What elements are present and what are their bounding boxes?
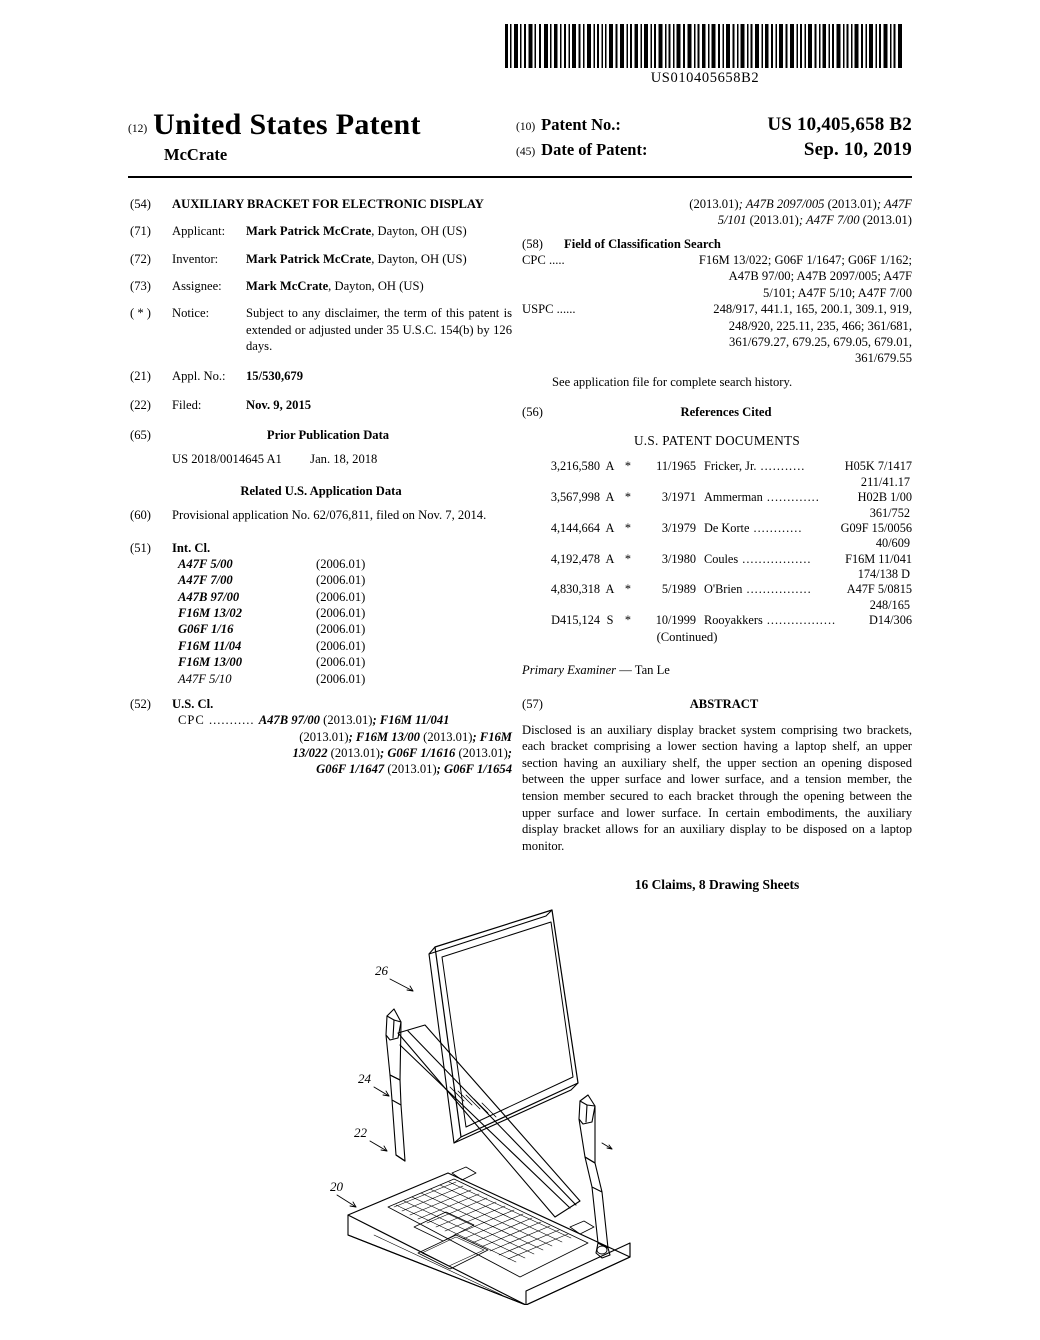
reference-row [522,613,912,628]
examiner-dash: — [616,662,635,677]
int-cl-row [178,556,512,572]
masthead-right [516,114,912,164]
claims-sheets-line: 16 Claims, 8 Drawing Sheets [634,877,800,893]
field-fos-number: (58) [522,236,543,251]
field-us-cl-number: (52) [130,696,151,711]
fos-cpc-line: F16M 13/022; G06F 1/1647; G06F 1/162; [698,253,912,268]
fos-cpc-prefix: CPC ..... [522,253,565,268]
figure-reference-numeral: 20 [330,1179,343,1194]
barcode-block [505,24,905,87]
reference-assignee-name: Ammerman [704,490,763,505]
masthead-inventor-name: McCrate [164,145,228,164]
fos-footer: See application file for complete search history. [552,374,793,389]
field-assignee-number: (73) [130,279,151,294]
field-notice-number: ( * ) [130,306,151,321]
field-applicant-number: (71) [130,224,151,239]
cpc-code: ; F16M 13/00 [348,729,424,744]
patent-title-row [128,108,508,142]
int-cl-version: (2006.01) [316,573,366,588]
reference-leader-dots: ............ [749,520,803,535]
fos-uspc-prefix: USPC ...... [522,302,576,317]
int-cl-code: A47F 5/00 [178,557,233,572]
int-cl-code: F16M 13/00 [178,655,243,670]
reference-classification: H02B 1/00 [857,490,912,505]
reference-star: * [624,551,632,566]
assignee-address: , Dayton, OH (US) [328,279,424,294]
reference-kind-code: A [605,520,615,535]
int-cl-heading: Int. Cl. [172,540,211,555]
reference-patent-number: 4,144,664 [550,520,600,535]
barcode-image [505,24,905,68]
reference-row [522,459,912,474]
patent-number-row [516,114,912,136]
reference-patent-number: D415,124 [551,613,600,628]
references-continued: (Continued) [656,630,718,645]
date-value: Sep. 10, 2019 [803,139,912,160]
references-number: (56) [522,404,543,419]
kind-code-marker: (12) [128,123,148,135]
field-inventor-label: Inventor: [172,251,219,266]
cpc-code: A47B 97/00 [258,713,324,728]
reference-assignee-name: Rooyakkers [704,613,763,628]
us-cl-line [178,745,512,761]
int-cl-row [178,671,512,687]
int-cl-version: (2006.01) [316,622,366,637]
field-filed-value: Nov. 9, 2015 [246,397,312,412]
int-cl-list [130,556,512,687]
field-related-text: Provisional application No. 62/076,811, filed on Nov. 7, 2014. [172,508,487,523]
int-cl-row [178,572,512,588]
patent-figure [330,905,750,1305]
reference-kind-code: A [605,551,615,566]
reference-patent-number: 3,567,998 [550,490,600,505]
field-inventor-body [246,251,512,267]
field-related-number: (60) [130,508,151,523]
int-cl-version: (2006.01) [316,606,366,621]
field-appl-no-label: Appl. No.: [172,368,226,383]
prior-publication-id: US 2018/0014645 A1 [172,451,282,466]
cpc-version: (2013.01) [689,197,739,211]
field-assignee-body [246,278,512,294]
reference-subclass: 248/165 [869,597,910,612]
masthead-left [128,108,508,165]
figure-reference-numeral: 22 [354,1125,367,1140]
reference-classification: F16M 11/041 [845,551,912,566]
field-inventor [130,251,512,267]
cpc-version: (2013.01) [299,729,349,744]
cpc-code: ; A47F [876,197,912,211]
page-title: United States Patent [153,108,421,141]
field-title-text: AUXILIARY BRACKET FOR ELECTRONIC DISPLAY [172,197,484,211]
barcode-number: US010405658B2 [650,70,760,86]
field-filed-number: (22) [130,397,151,412]
reference-assignee-name: O'Brien [704,582,743,597]
cpc-code: 5/101 [717,213,750,228]
us-cl-continuation-line [522,212,912,228]
assignee-name: Mark McCrate [246,279,329,294]
field-applicant-label: Applicant: [172,224,226,239]
date-label: Date of Patent: [541,140,648,159]
reference-assignee-name: Coules [704,551,739,566]
field-title [130,196,512,212]
cpc-version: (2013.01) [330,745,380,760]
reference-star: * [624,520,632,535]
field-int-cl [130,540,512,556]
us-cl-line [178,712,512,728]
reference-star: * [624,582,632,597]
reference-date: 3/1980 [661,551,696,566]
fos-cpc-line: 5/101; A47F 5/10; A47F 7/00 [762,285,912,300]
reference-date: 11/1965 [656,459,696,474]
reference-subclass: 174/138 D [857,566,910,581]
reference-star: * [624,490,632,505]
cpc-version: (2013.01) [749,213,799,228]
inventor-name: Mark Patrick McCrate [246,251,372,266]
fos-cpc-line: A47B 97/00; A47B 2097/005; A47F [728,269,912,284]
fos-heading: Field of Classification Search [564,236,721,251]
cpc-code: ; G06F 1/1654 [436,762,512,777]
us-cl-continuation [522,196,912,229]
reference-assignee-name: Fricker, Jr. [704,459,757,474]
prior-publication-row [130,451,512,467]
reference-patent-number: 3,216,580 [550,459,600,474]
cpc-code: ; F16M [472,729,512,744]
reference-patent-number: 4,192,478 [550,551,600,566]
reference-date: 3/1971 [661,490,696,505]
field-notice [130,305,512,354]
prior-publication-date: Jan. 18, 2018 [310,451,378,466]
us-cl-heading: U.S. Cl. [172,696,214,711]
reference-date: 5/1989 [661,582,696,597]
fos-uspc-line: 248/917, 441.1, 165, 200.1, 309.1, 919, [713,302,912,317]
reference-leader-dots: ................. [738,551,812,566]
reference-star: * [624,613,632,628]
reference-classification: D14/306 [868,613,912,628]
us-cl-line [178,729,512,745]
us-cl-continuation-line [522,196,912,212]
int-cl-version: (2006.01) [316,557,366,572]
abstract-heading: ABSTRACT [689,697,759,712]
field-prior-publication [130,427,512,443]
int-cl-code: A47B 97/00 [178,589,240,604]
field-inventor-number: (72) [130,251,151,266]
fos-cpc-values [578,252,912,301]
applicant-name: Mark Patrick McCrate [246,224,372,239]
cpc-version: (2013.01) [862,213,912,228]
reference-row [522,521,912,536]
related-application-heading: Related U.S. Application Data [240,483,402,498]
reference-name-cell [704,582,847,597]
reference-subclass: 211/41.17 [860,474,910,489]
reference-leader-dots: ................. [762,613,837,628]
cpc-code: ; A47B 2097/005 [738,197,828,211]
field-title-number: (54) [130,197,151,211]
patent-no-value: US 10,405,658 B2 [767,114,912,135]
reference-star: * [624,459,632,474]
field-filed-label: Filed: [172,397,202,412]
int-cl-version: (2006.01) [316,638,366,653]
field-int-cl-number: (51) [130,540,151,555]
int-cl-row [178,638,512,654]
reference-classification: H05K 7/1417 [844,459,912,474]
int-cl-code: A47F 5/10 [178,671,232,686]
reference-row [522,490,912,505]
cpc-code: G06F 1/1647 [316,762,388,777]
reference-name-cell [704,552,845,567]
applicant-address: , Dayton, OH (US) [371,224,467,239]
reference-name-cell [704,613,869,628]
us-cl-cpc-block [178,712,512,777]
cpc-code: ; [507,745,512,760]
int-cl-row [178,654,512,670]
reference-classification: A47F 5/0815 [846,582,912,597]
cpc-version: (2013.01) [423,729,473,744]
prior-publication-heading: Prior Publication Data [266,428,390,443]
reference-classification: G09F 15/0056 [840,520,912,535]
reference-subclass: 40/609 [875,536,910,551]
int-cl-version: (2006.01) [316,589,366,604]
figure-drawing [330,905,750,1305]
masthead [128,108,912,170]
int-cl-code: G06F 1/16 [178,622,234,637]
references-heading: References Cited [680,404,772,419]
fos-cpc-row [522,252,912,301]
fos-uspc-line: 361/679.27, 679.25, 679.05, 679.01, [729,334,912,349]
us-cl-cpc-prefix: CPC ........... [178,713,259,728]
field-prior-pub-number: (65) [130,428,151,443]
primary-examiner-line [522,662,912,678]
field-notice-label: Notice: [172,306,210,321]
fos-uspc-values [586,301,912,366]
right-column [522,196,912,894]
int-cl-row [178,621,512,637]
reference-kind-code: S [606,613,614,628]
cpc-code: 13/022 [292,745,331,760]
reference-kind-code: A [605,490,615,505]
field-us-cl [130,696,512,712]
figure-reference-numeral: 24 [358,1071,371,1086]
references-subheading: U.S. PATENT DOCUMENTS [633,433,801,449]
cpc-version: (2013.01) [323,713,373,728]
inventor-address: , Dayton, OH (US) [371,251,467,266]
int-cl-code: A47F 7/00 [178,573,233,588]
int-cl-code: F16M 11/04 [178,638,242,653]
reference-name-cell [704,521,841,536]
references-table [522,459,912,628]
primary-examiner-label: Primary Examiner [522,662,617,677]
reference-subclass: 361/752 [869,505,910,520]
field-applicant [130,223,512,239]
us-cl-line [178,761,512,777]
field-appl-no-value: 15/530,679 [246,368,304,383]
field-assignee-label: Assignee: [172,279,222,294]
fos-uspc-line: 248/920, 225.11, 235, 466; 361/681, [728,318,912,333]
reference-kind-code: A [605,582,615,597]
reference-leader-dots: ................ [742,582,812,597]
prior-publication-values [172,451,512,467]
field-references-cited [522,404,912,420]
int-cl-version: (2006.01) [316,671,366,686]
patent-no-label: Patent No.: [541,115,621,134]
field-field-of-search [522,236,912,252]
field-applicant-body [246,223,512,239]
reference-leader-dots: ............. [762,490,820,505]
left-column [130,196,512,778]
field-appl-no [130,368,512,384]
primary-examiner-name: Tan Le [634,662,670,677]
patent-no-marker: (10) [516,121,536,133]
cpc-version: (2013.01) [827,197,877,211]
field-notice-text: Subject to any disclaimer, the term of this patent is extended or adjusted under 35 U.S.C. 154(b) by 126 days. [246,306,512,354]
int-cl-row [178,589,512,605]
field-appl-no-number: (21) [130,368,151,383]
reference-assignee-name: De Korte [704,520,750,535]
reference-name-cell [704,459,845,474]
int-cl-row [178,605,512,621]
cpc-code: ; G06F 1/1616 [379,745,459,760]
field-filed [130,397,512,413]
reference-row [522,582,912,597]
reference-row [522,552,912,567]
cpc-version: (2013.01) [387,762,437,777]
reference-kind-code: A [605,459,615,474]
int-cl-version: (2006.01) [316,655,366,670]
abstract-text: Disclosed is an auxiliary display bracket system comprising two brackets, each bracket comprising a lower section having a laptop shelf, an upper section having an auxiliary shelf, the upper section an opening disposed between the upper surface and lower surface, and a tension member, the tension member secured to each bracket through the opening between the upper surface and lower surface. In certain embodiments, the auxiliary display bracket allows for an auxiliary display to be disposed on a laptop monitor. [522,722,912,853]
reference-leader-dots: ........... [756,459,806,474]
field-assignee [130,278,512,294]
cpc-version: (2013.01) [458,745,508,760]
field-related-application [130,507,512,523]
fos-uspc-row [522,301,912,366]
int-cl-code: F16M 13/02 [178,606,243,621]
patent-date-row [516,139,912,161]
cpc-code: ; F16M 11/041 [372,713,450,728]
cpc-code: ; A47F 7/00 [798,213,863,228]
fos-uspc-line: 361/679.55 [854,351,912,366]
reference-date: 3/1979 [661,520,696,535]
spacer-cell [130,451,172,467]
field-abstract [522,696,912,712]
date-marker: (45) [516,146,536,158]
reference-name-cell [704,490,858,505]
abstract-number: (57) [522,697,543,712]
figure-reference-numeral: 26 [375,963,388,978]
reference-patent-number: 4,830,318 [550,582,600,597]
reference-date: 10/1999 [655,613,696,628]
header-divider [128,176,912,178]
